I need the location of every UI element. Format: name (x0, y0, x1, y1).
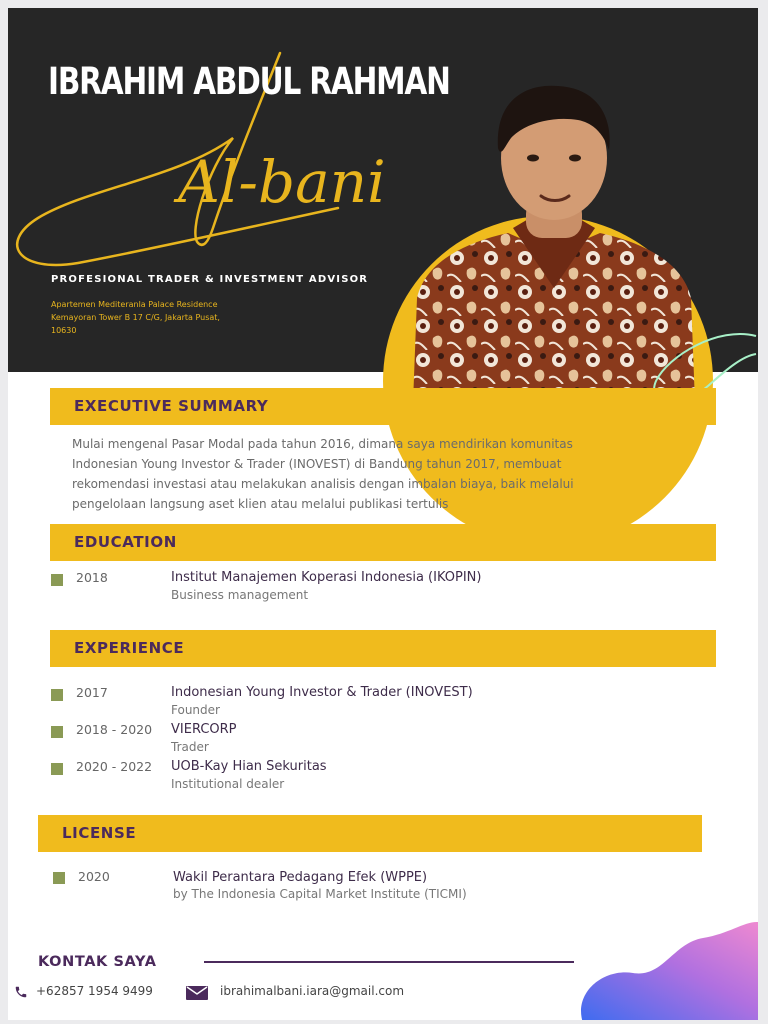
education-major: Business management (171, 588, 309, 602)
executive-summary-text (72, 434, 712, 514)
nickname-signature: Al-bani (178, 148, 386, 216)
education-heading-bar (50, 524, 716, 561)
experience-year: 2018 - 2020 (76, 722, 153, 737)
license-heading-bar (38, 815, 702, 852)
phone-icon (14, 985, 28, 999)
resume-page (8, 8, 758, 1020)
envelope-icon (186, 986, 208, 1000)
education-heading: EDUCATION (74, 533, 177, 551)
square-bullet-icon (53, 872, 65, 884)
contact-heading: KONTAK SAYA (38, 954, 157, 970)
experience-heading: EXPERIENCE (74, 639, 185, 657)
summary-line: Mulai mengenal Pasar Modal pada tahun 2016, dimana saya mendirikan komunitas (72, 437, 573, 451)
experience-company: Indonesian Young Investor & Trader (INOVEST) (171, 685, 473, 700)
address-block (51, 298, 220, 337)
decorative-gradient-blob-icon (573, 913, 758, 1020)
executive-summary-heading-bar (50, 388, 716, 425)
education-institution: Institut Manajemen Koperasi Indonesia (IKOPIN) (171, 570, 482, 585)
address-line: 10630 (51, 326, 77, 335)
executive-summary-heading: EXECUTIVE SUMMARY (74, 397, 269, 415)
contact-phone[interactable]: +62857 1954 9499 (36, 984, 153, 998)
license-year: 2020 (78, 869, 110, 884)
square-bullet-icon (51, 726, 63, 738)
license-name: Wakil Perantara Pedagang Efek (WPPE) (173, 870, 428, 885)
summary-line: pengelolaan langsung aset klien atau melalui publikasi tertulis (72, 497, 449, 511)
license-heading: LICENSE (62, 824, 137, 842)
license-issuer: by The Indonesia Capital Market Institute (TICMI) (173, 887, 467, 901)
experience-heading-bar (50, 630, 716, 667)
square-bullet-icon (51, 574, 63, 586)
square-bullet-icon (51, 689, 63, 701)
square-bullet-icon (51, 763, 63, 775)
experience-year: 2017 (76, 685, 108, 700)
summary-line: Indonesian Young Investor & Trader (INOVEST) di Bandung tahun 2017, membuat (72, 457, 562, 471)
contact-divider (204, 961, 574, 963)
experience-role: Trader (171, 740, 209, 754)
experience-role: Institutional dealer (171, 777, 285, 791)
experience-company: UOB-Kay Hian Sekuritas (171, 759, 327, 774)
contact-email[interactable]: ibrahimalbani.iara@gmail.com (220, 984, 405, 998)
summary-line: rekomendasi investasi atau melakukan analisis dengan imbalan biaya, baik melalui (72, 477, 574, 491)
job-title: PROFESIONAL TRADER & INVESTMENT ADVISOR (51, 274, 369, 285)
full-name: IBRAHIM ABDUL RAHMAN (48, 60, 450, 103)
experience-role: Founder (171, 703, 220, 717)
education-year: 2018 (76, 570, 108, 585)
address-line: Apartemen Mediteranla Palace Residence (51, 300, 218, 309)
experience-year: 2020 - 2022 (76, 759, 153, 774)
experience-company: VIERCORP (171, 722, 237, 737)
address-line: Kemayoran Tower B 17 C/G, Jakarta Pusat, (51, 313, 220, 322)
